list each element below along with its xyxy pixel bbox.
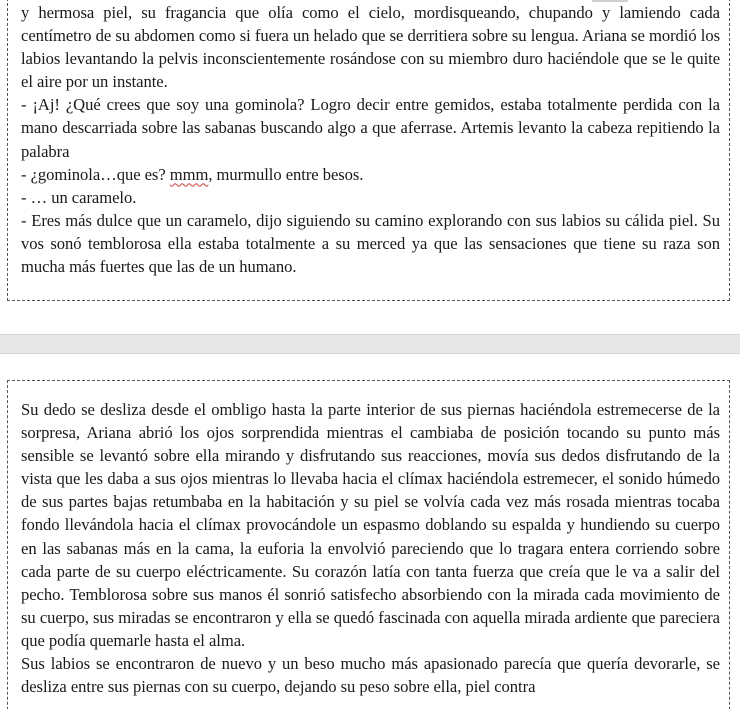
document-page-bottom bbox=[6, 380, 734, 709]
document-page-top bbox=[6, 0, 734, 305]
paragraph[interactable]: Sus labios se encontraron de nuevo y un beso mucho más apasionado parecía que quería devorarle, se desliza entre sus piernas con su cuerpo, dejando su peso sobre ella, piel contra bbox=[21, 654, 720, 697]
page-separator bbox=[0, 334, 740, 354]
text-line: y hermosa piel, su fragancia que olía como el cielo, mordisqueando, chupando y lamiendo bbox=[21, 3, 681, 22]
paragraph[interactable] bbox=[21, 1, 720, 93]
text-line: duro haciéndole que se le quite el aire por un instante. bbox=[21, 49, 721, 92]
paragraph[interactable]: Su dedo se desliza desde el ombligo hasta la parte interior de sus piernas haciéndola estremecerse de la sorpresa, Ariana abrió los ojos sorprendida mientras el cambiaba de posición tocando su punto más sensible se levantó sobre ella mirando y disfrutando sus reacciones, movía sus dedos disfrutando de la vista que les daba a sus ojos mientras lo llevaba hacia el clímax haciéndola estremecer, el sonido húmedo de sus partes bajas retumbaba en la habitación y su piel se volvía cada vez más rosada mientras tocaba fondo llevándola hacia el clímax provocándole un espasmo doblando su espalda y hundiendo su cuerpo en las sabanas más en la cama, la euforia la envolvió pareciendo que lo tragara entera corriendo sobre cada parte de su cuerpo eléctricamente. Su corazón latía con tanta fuerza que creía que le va a salir del pecho. Temblorosa sobre sus manos él sonrió satisfecho absorbiendo con la mirada cada movimiento de su cuerpo, sus miradas se encontraron y ella se quedó fascinada con aquella mirada ardiente que pareciera que podía quemarle hasta el alma. bbox=[21, 400, 720, 650]
text-line: cada centímetro de su abdomen como si fuera un helado que se derritiera sobre su lengua. bbox=[21, 3, 720, 46]
text-run: , murmullo entre besos. bbox=[208, 164, 364, 184]
misspelled-word[interactable]: mmm bbox=[169, 164, 209, 184]
text-block-top[interactable] bbox=[21, 1, 720, 278]
paragraph[interactable]: - Eres más dulce que un caramelo, dijo siguiendo su camino explorando con sus labios su cálida piel. Su vos sonó temblorosa ella estaba totalmente a su merced ya que las sensaciones que tiene su raza son mucha más fuertes que las de un humano. bbox=[21, 210, 720, 277]
text-block-bottom[interactable] bbox=[21, 398, 720, 698]
text-line: Ariana se mordió los labios levantando la pelvis inconscientemente rosándose con su miembro bbox=[21, 26, 720, 69]
paragraph[interactable]: - ¡Aj! ¿Qué crees que soy una gominola? Logro decir entre gemidos, estaba totalmente perdida con la mano descarriada sobre las sabanas buscando algo a que aferrase. Artemis levanto la cabeza repitiendo la palabra bbox=[21, 95, 720, 161]
paragraph[interactable] bbox=[21, 163, 720, 186]
page-gap bbox=[0, 308, 740, 380]
paragraph[interactable]: - … un caramelo. bbox=[21, 187, 137, 207]
text-run: - ¿gominola…que es? bbox=[21, 164, 170, 184]
